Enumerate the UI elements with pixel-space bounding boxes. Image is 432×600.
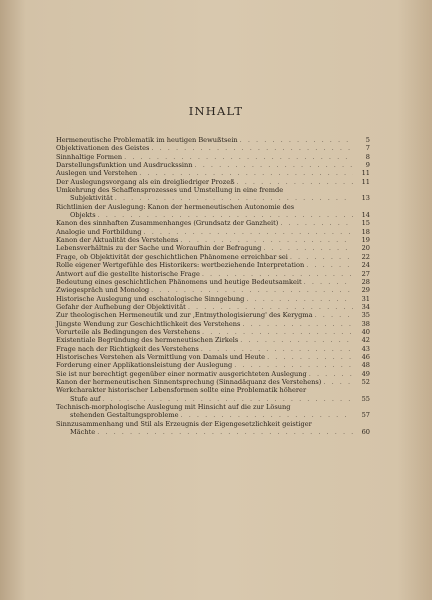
- toc-entry: [56, 153, 370, 161]
- toc-entry-title: Historisches Verstehen als Vermittlung von Damals und Heute: [56, 352, 266, 361]
- dot-leader: [235, 178, 353, 186]
- dot-leader: [113, 194, 353, 202]
- toc-page-number: 5: [365, 136, 370, 144]
- toc-entry-continuation: [56, 211, 370, 219]
- toc-entry: [56, 386, 370, 394]
- toc-page-number: 9: [365, 161, 370, 170]
- dot-leader: [100, 395, 353, 403]
- toc-entry-title-continued: stehenden Gestaltungsprobleme: [70, 411, 179, 420]
- dot-leader: [122, 153, 353, 161]
- dot-leader: [96, 211, 353, 219]
- toc-page-number: 19: [361, 236, 370, 245]
- toc-page-number: 27: [361, 269, 370, 278]
- toc-entry: [56, 320, 370, 328]
- dot-leader: [137, 169, 353, 177]
- toc-page-number: 22: [361, 252, 370, 261]
- toc-entry-title-continued: Objekts: [70, 211, 96, 220]
- toc-entry: [56, 136, 370, 144]
- dot-leader: [313, 311, 353, 319]
- dot-leader: [95, 428, 353, 436]
- toc-entry: [56, 420, 370, 428]
- toc-entry: [56, 328, 370, 336]
- toc-entry: [56, 403, 370, 411]
- toc-entry: [56, 236, 370, 244]
- dot-leader: [302, 278, 353, 286]
- toc-page-number: 24: [361, 261, 370, 270]
- toc-entry-title: Technisch-morphologische Auslegung mit Hinsicht auf die zur Lösung: [56, 403, 291, 411]
- toc-entry-title-continued: Stufe auf: [70, 394, 101, 403]
- toc-entry: [56, 219, 370, 227]
- toc-page-number: 31: [361, 294, 370, 303]
- toc-entry: [56, 378, 370, 386]
- toc-page-number: 40: [361, 327, 370, 336]
- toc-entry-continuation: [56, 194, 370, 202]
- toc-entry: [56, 295, 370, 303]
- toc-entry-title: Bedeutung eines geschichtlichen Phänomens und heutige Bedeutsamkeit: [56, 277, 302, 286]
- toc-page-number: 20: [361, 244, 370, 253]
- toc-page-number: 38: [361, 319, 370, 328]
- toc-page-number: 18: [361, 227, 370, 236]
- toc-entry-title: Frage, ob Objektivität der geschichtlichen Phänomene erreichbar sei: [56, 252, 288, 261]
- toc-page-number: 8: [365, 152, 370, 161]
- toc-entry: [56, 336, 370, 344]
- toc-entry-title: Kanon der hermeneutischen Sinnentsprechung (Sinnadäquanz des Verstehens): [56, 377, 322, 386]
- toc-page-number: 43: [361, 344, 370, 353]
- dot-leader: [307, 370, 353, 378]
- toc-entry-title: Gefahr der Aufhebung der Objektivität: [56, 302, 186, 311]
- toc-entry: [56, 244, 370, 252]
- toc-entry-title: Zur theologischen Hermeneutik und zur ‚Entmythologisierung' des Kerygma: [56, 311, 313, 320]
- toc-entry-continuation: [56, 395, 370, 403]
- toc-page-number: 52: [361, 377, 370, 386]
- toc-entry-title: Kanon der Aktualität des Verstehens: [56, 236, 179, 245]
- dot-leader: [265, 353, 353, 361]
- toc-entry-title: Sie ist nur berechtigt gegenüber einer normativ ausgerichteten Auslegung: [56, 369, 307, 378]
- toc-entry: [56, 253, 370, 261]
- toc-entry-title: Sinnzusammenhang und Stil als Erzeugnis der Eigengesetzlichkeit geistiger: [56, 419, 312, 428]
- toc-entry-title: Frage nach der Richtigkeit des Verstehens: [56, 344, 199, 353]
- toc-entry-title: Kanon des sinnhaften Zusammenhanges (Grundsatz der Ganzheit): [56, 219, 279, 228]
- toc-entry-title-continued: Subjektivität: [70, 194, 113, 203]
- toc-entry-title: Darstellungsfunktion und Ausdruckssinn: [56, 161, 193, 170]
- toc-entry-continuation: [56, 428, 370, 436]
- toc-page-number: 35: [361, 311, 370, 320]
- toc-entry-title: Zwiegespräch und Monolog: [56, 286, 150, 295]
- toc-page-number: 11: [361, 177, 370, 186]
- toc-entry-title: Lebensverhältnis zu der Sache und Woraufhin der Befragung: [56, 244, 262, 253]
- toc-entry-title: Vorurteile als Bedingungen des Verstehens: [56, 327, 200, 336]
- dot-leader: [178, 236, 353, 244]
- dot-leader: [240, 320, 353, 328]
- dot-leader: [232, 361, 353, 369]
- toc-entry: [56, 178, 370, 186]
- toc-entry: [56, 361, 370, 369]
- toc-entry: [56, 311, 370, 319]
- dot-leader: [142, 228, 353, 236]
- dot-leader: [149, 144, 353, 152]
- toc-entry-title-continued: Mächte: [70, 428, 96, 437]
- toc-page-number: 46: [361, 352, 370, 361]
- toc-page-number: 55: [361, 394, 370, 403]
- toc-entry: [56, 144, 370, 152]
- toc-entry-title: Werkcharakter historischer Lebensformen sollte eine Problematik höherer: [56, 386, 307, 395]
- toc-entry: [56, 286, 370, 294]
- dot-leader: [288, 253, 353, 261]
- toc-entry: [56, 228, 370, 236]
- toc-page-number: 15: [361, 219, 370, 228]
- toc-entry-continuation: [56, 411, 370, 419]
- toc-entry-title: Auslegen und Verstehen: [56, 169, 138, 178]
- toc-page-number: 60: [361, 428, 370, 437]
- toc-entry-title: Antwort auf die gestellte historische Frage: [56, 269, 200, 278]
- toc-entry-title: Rolle eigener Wertgefühle des Historikers: wertbeziehende Interpretation: [56, 261, 305, 270]
- toc-page-number: 11: [361, 169, 370, 178]
- toc-entry: [56, 261, 370, 269]
- dot-leader: [149, 286, 353, 294]
- toc-page-number: 42: [361, 336, 370, 345]
- toc-entry: [56, 161, 370, 169]
- dot-leader: [238, 336, 353, 344]
- toc-page-number: 34: [361, 302, 370, 311]
- dot-leader: [193, 161, 353, 169]
- table-of-contents: [56, 136, 370, 436]
- toc-entry-title: Hermeneutische Problematik im heutigen Bewußtsein: [56, 136, 238, 144]
- toc-entry: [56, 303, 370, 311]
- toc-entry: [56, 186, 370, 194]
- toc-page-number: 48: [361, 361, 370, 370]
- toc-entry: [56, 270, 370, 278]
- dot-leader: [321, 378, 353, 386]
- toc-entry-title: Sinnhaltige Formen: [56, 152, 123, 161]
- dot-leader: [199, 345, 353, 353]
- toc-entry-title: Forderung einer Applikationsleistung der Auslegung: [56, 361, 233, 370]
- toc-entry: [56, 203, 370, 211]
- toc-page-number: 49: [361, 369, 370, 378]
- dot-leader: [278, 219, 353, 227]
- toc-page-number: 13: [361, 194, 370, 203]
- dot-leader: [261, 244, 353, 252]
- toc-entry-title: Richtlinien der Auslegung: Kanon der hermeneutischen Autonomie des: [56, 202, 295, 211]
- toc-entry-title: Jüngste Wendung zur Geschichtlichkeit des Verstehens: [56, 319, 241, 328]
- toc-entry-title: Historische Auslegung und eschatologische Sinngebung: [56, 294, 245, 303]
- toc-entry-title: Der Auslegungsvorgang als ein dreigliedriger Prozeß: [56, 177, 235, 186]
- dot-leader: [200, 270, 353, 278]
- toc-entry: [56, 345, 370, 353]
- toc-entry: [56, 370, 370, 378]
- toc-entry-title: Objektivationen des Geistes: [56, 144, 150, 153]
- dot-leader: [238, 136, 353, 144]
- dot-leader: [179, 411, 353, 419]
- toc-entry-title: Analogie und Fortbildung: [56, 227, 142, 236]
- dot-leader: [200, 328, 353, 336]
- toc-entry: [56, 278, 370, 286]
- toc-entry: [56, 353, 370, 361]
- toc-entry: [56, 169, 370, 177]
- toc-page-number: 29: [361, 286, 370, 295]
- toc-entry-title: Umkehrung des Schaffensprozesses und Umstellung in eine fremde: [56, 186, 284, 195]
- dot-leader: [304, 261, 353, 269]
- toc-page-number: 28: [361, 277, 370, 286]
- dot-leader: [186, 303, 353, 311]
- dot-leader: [244, 295, 353, 303]
- toc-page-number: 57: [361, 411, 370, 420]
- toc-page-number: 7: [365, 144, 370, 153]
- toc-page-number: 14: [361, 211, 370, 220]
- page-title: INHALT: [188, 104, 244, 118]
- toc-entry-title: Existentiale Begründung des hermeneutischen Zirkels: [56, 336, 239, 345]
